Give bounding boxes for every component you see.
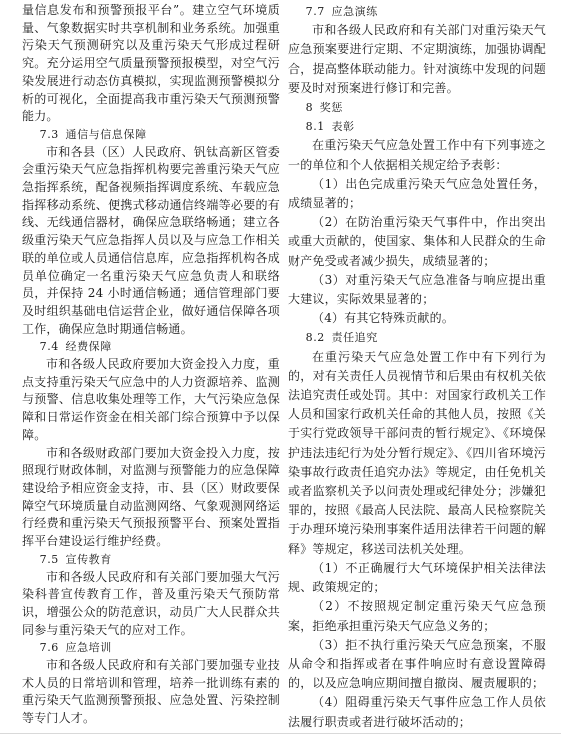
section-number: 7.5	[39, 552, 59, 566]
section-title: 奖惩	[319, 101, 343, 115]
bottom-divider	[0, 733, 561, 734]
paragraph-monitoring-platform: 量信息发布和预警预报平台”。建立空气环境质量、气象数据实时共享机制和业务系统。加强重污染天气预测研究以及重污染天气形成过程研究。充分运用空气质量预警预报模型，对空气污染发展进行动态仿真模拟，实现监测预警模拟分析的可视化，全面提高我市重污染天气预测预警能力。	[22, 3, 280, 124]
section-title: 责任追究	[331, 331, 378, 345]
list-item-commendation-4: （4）有其它特殊贡献的。	[312, 311, 455, 326]
list-item-accountability-2: （2）不按照规定制定重污染天气应急预案，拒绝承担重污染天气应急义务的；	[288, 599, 546, 633]
paragraph-commendation-intro: 在重污染天气应急处置工作中有下列事迹之一的单位和个人依据相关规定给予表彰：	[288, 138, 546, 172]
section-number: 7.3	[39, 127, 59, 141]
list-item-commendation-1: （1）出色完成重污染天气应急处置任务，成绩显著的；	[288, 176, 546, 211]
section-heading-7-3	[22, 126, 280, 144]
section-number: 7.6	[39, 641, 59, 655]
list-item-commendation-2: （2）在防治重污染天气事件中，作出突出或重大贡献的，使国家、集体和人民群众的生命财产免受或者减少损失，成绩显著的；	[288, 215, 546, 268]
section-title: 宣传教育	[65, 552, 112, 566]
paragraph-funding-1: 市和各级人民政府要加大资金投入力度，重点支持重污染天气应急中的人力资源培养、监测与预警、信息收集处理等工作，大气污染应急保障和日常运作资金在相关部门综合预算中予以保障。	[22, 357, 280, 442]
section-number: 8	[305, 101, 314, 115]
paragraph-accountability: 在重污染天气应急处置工作中有下列行为的，对有关责任人员视情节和后果由有权机关依法追究责任或处罚。其中：对国家行政机关工作人员和国家行政机关任命的其他人员，按照《关于实行党政领导干部问责的暂行规定》、《环境保护违法违纪行为处分暂行规定》、《四川省环境污染事故行政责任追究办法》等规定，由任免机关或者监察机关予以问责处理或纪律处分；涉嫌犯罪的，按照《最高人民法院、最高人民检察院关于办理环境污染刑事案件适用法律若干问题的解释》等规定，移送司法机关处理。	[288, 349, 546, 556]
list-item-accountability-4: （4）阻碍重污染天气事件应急工作人员依法履行职责或者进行破坏活动的；	[288, 695, 546, 729]
section-number: 7.7	[305, 5, 325, 18]
section-title: 应急演练	[331, 5, 378, 18]
paragraph-publicity: 市和各级人民政府和有关部门要加强大气污染科普宣传教育工作，普及重污染天气预防常识，增强公众的防范意识，动员广大人民群众共同参与重污染天气的应对工作。	[22, 569, 280, 637]
list-item-accountability-1: （1）不正确履行大气环境保护相关法律法规、政策规定的；	[288, 560, 546, 595]
section-number: 7.4	[39, 340, 59, 354]
section-heading-8-2	[288, 328, 546, 347]
paragraph-training: 市和各级人民政府和有关部门要加强专业技术人员的日常培训和管理，培养一批训练有素的重污染天气监测预警预报、应急处置、污染控制等专门人才。	[22, 658, 280, 726]
section-number: 8.2	[305, 331, 325, 345]
left-column	[22, 2, 280, 728]
right-column	[288, 2, 546, 732]
list-item-commendation-3: （3）对重污染天气应急准备与响应提出重大建议，实际效果显著的；	[288, 272, 546, 307]
section-title: 应急培训	[65, 641, 112, 655]
section-heading-7-4	[22, 338, 280, 356]
section-heading-8	[288, 98, 546, 117]
section-title: 表彰	[331, 120, 355, 134]
section-heading-8-1	[288, 117, 546, 136]
section-title: 通信与信息保障	[65, 127, 147, 141]
section-title: 经费保障	[65, 340, 112, 354]
section-heading-7-6	[22, 639, 280, 657]
list-item-accountability-3: （3）拒不执行重污染天气应急预案，不服从命令和指挥或者在事件响应时有意设置障碍的，以及应急响应期间擅自撤岗、履责履职的；	[288, 637, 546, 691]
paragraph-communication: 市和各县（区）人民政府、钒钛高新区管委会重污染天气应急指挥机构要完善重污染天气应急指挥系统，配备视频指挥调度系统、车载应急指挥移动系统、便携式移动通信终端等必要的有线、无线通信器材，确保应急联络畅通；建立各级重污染天气应急指挥人员以及与应急工作相关联的单位或人员通信信息库，应急指挥机构各成员单位确定一名重污染天气应急负责人和联络员，并保持 24 小时通信畅通；通信管理部门要及时组织基础电信运营企业，做好通信保障各项工作，确保应急时期通信畅通。	[22, 144, 280, 336]
paragraph-funding-2: 市和各级财政部门要加大资金投入力度，按照现行财政体制，对监测与预警能力的应急保障建设给予相应资金支持，市、县（区）财政要保障空气环境质量自动监测网络、气象观测网络运行经费和重污染天气预报预警平台、预案处置指挥平台建设运行维护经费。	[22, 445, 280, 549]
section-heading-7-7	[288, 2, 546, 21]
section-number: 8.1	[305, 120, 325, 134]
section-heading-7-5	[22, 551, 280, 569]
paragraph-drills: 市和各级人民政府和有关部门对重污染天气应急预案要进行定期、不定期演练，加强协调配合，提高整体联动能力。针对演练中发现的问题要及时对预案进行修订和完善。	[288, 23, 546, 95]
